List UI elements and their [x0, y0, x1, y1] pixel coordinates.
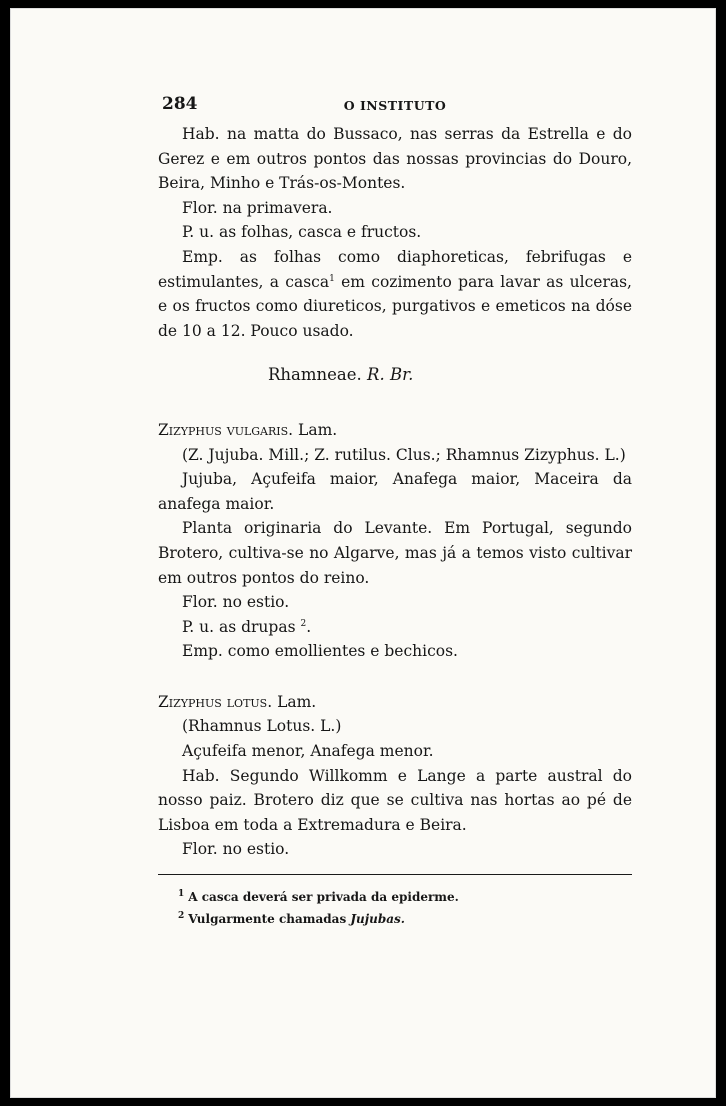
common-names: Jujuba, Açufeifa maior, Anafega maior, Maceira da anafega maior.: [158, 470, 632, 513]
family-heading: [158, 363, 632, 388]
species-author: Lam.: [298, 420, 338, 439]
species-name: Zizyphus vulgaris.: [158, 420, 294, 439]
family-name: Rhamneae.: [268, 365, 362, 385]
page-number: 284: [162, 94, 198, 114]
footnote-mark: 2: [178, 911, 185, 922]
footnote-text: A casca deverá ser privada da epiderme.: [188, 890, 459, 905]
footnote-2: [158, 907, 632, 929]
flowering-line: Flor. no estio.: [182, 840, 290, 859]
flowering-line: Flor. na primavera.: [182, 198, 333, 217]
parts-used-line: [158, 615, 632, 640]
running-title: O INSTITUTO: [343, 98, 447, 113]
footnote-mark: 1: [178, 889, 185, 900]
uses-line: Emp. como emollientes e bechicos.: [182, 642, 458, 661]
flowering-line: Flor. no estio.: [182, 593, 290, 612]
section-gap: [158, 664, 632, 690]
parts-used-end: .: [306, 617, 312, 636]
uses-paragraph: [158, 245, 632, 343]
book-page: [10, 8, 716, 1098]
habitat-paragraph: Hab. na matta do Bussaco, nas serras da Estrella e do Gerez e em outros pontos das nossas provincias do Douro, Beira, Minho e Trás-os-Montes.: [158, 125, 632, 193]
uses-text-b: em cozimento para lavar as ulceras, e os fructos como diureticos, purgativos e emeticos na dóse de 10 a 12. Pouco usado.: [158, 272, 632, 340]
footnote-text-italic: Jujubas.: [350, 912, 405, 927]
footnote-ref-2: 2: [300, 618, 307, 629]
synonyms-line: (Z. Jujuba. Mill.; Z. rutilus. Clus.; Rhamnus Zizyphus. L.): [182, 445, 626, 464]
page-header: [158, 92, 632, 118]
synonyms-line: (Rhamnus Lotus. L.): [182, 717, 342, 736]
common-names: Açufeifa menor, Anafega menor.: [182, 742, 434, 761]
footnote-divider: [158, 874, 632, 875]
page-content: [158, 92, 632, 929]
species-name: Zizyphus lotus.: [158, 692, 273, 711]
footnote-1: [158, 885, 632, 907]
family-author: R. Br.: [367, 365, 414, 385]
species-author: Lam.: [277, 692, 317, 711]
parts-used-text: P. u. as drupas: [182, 617, 296, 636]
footnote-text: Vulgarmente chamadas: [188, 912, 351, 927]
habitat-paragraph: Hab. Segundo Willkomm e Lange a parte austral do nosso paiz. Brotero diz que se cultiva nas hortas ao pé de Lisboa em toda a Extremadura e Beira.: [158, 766, 632, 834]
uses-text-a: Emp. as folhas como diaphoreticas, febrifugas e estimulantes, a casca: [158, 247, 632, 291]
footnote-ref-1: 1: [329, 273, 335, 284]
parts-used-line: P. u. as folhas, casca e fructos.: [182, 223, 422, 242]
species-heading: [158, 418, 632, 443]
origin-paragraph: Planta originaria do Levante. Em Portugal, segundo Brotero, cultiva-se no Algarve, mas já a temos visto cultivar em outros pontos do reino.: [158, 519, 632, 587]
species-heading: [158, 690, 632, 715]
